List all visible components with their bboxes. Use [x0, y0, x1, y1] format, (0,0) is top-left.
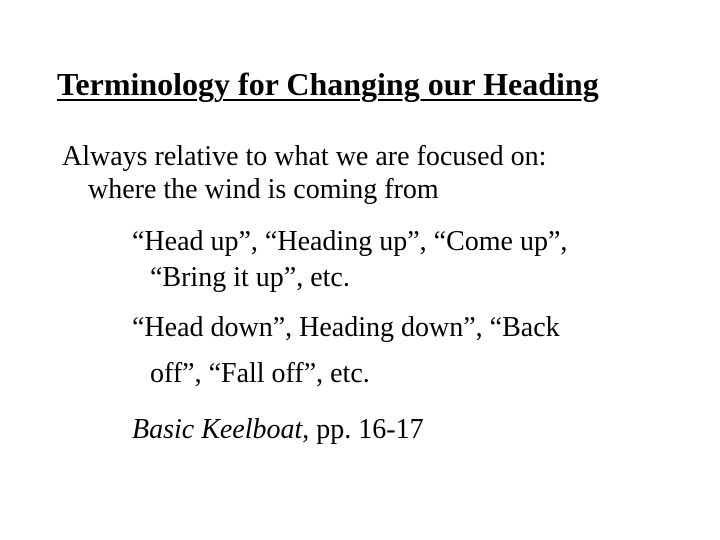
heading-up-line-2: “Bring it up”, etc. — [150, 262, 350, 293]
intro-line-1: Always relative to what we are focused on: — [62, 141, 547, 172]
heading-down-line-1: “Head down”, Heading down”, “Back — [132, 312, 560, 343]
reference-line — [132, 413, 424, 447]
heading-down-line-2: off”, “Fall off”, etc. — [150, 358, 370, 389]
slide-title: Terminology for Changing our Heading — [57, 66, 599, 102]
reference-book-title: Basic Keelboat — [132, 414, 303, 445]
intro-line-2: where the wind is coming from — [88, 174, 439, 205]
heading-up-line-1: “Head up”, “Heading up”, “Come up”, — [132, 226, 568, 257]
reference-pages: , pp. 16-17 — [302, 414, 424, 445]
